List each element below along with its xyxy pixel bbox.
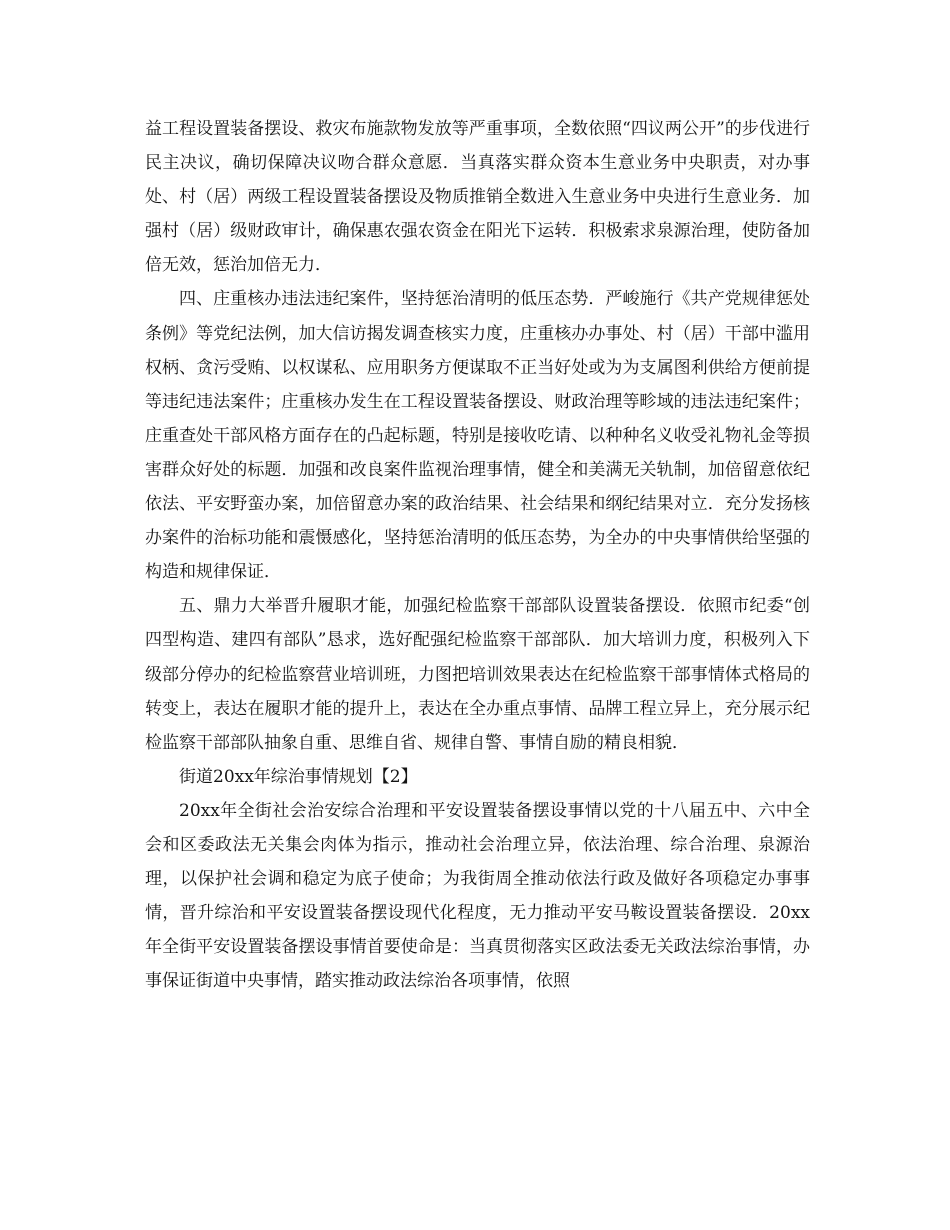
paragraph-plan-intro: 20xx年全街社会治安综合治理和平安设置装备摆设事情以党的十八届五中、六中全会和区委政法无关集会肉体为指示，推动社会治理立异，依法治理、综合治理、泉源治理，以保护社会调和稳定为底子使命；为我街周全推动依法行政及做好各项稳定办事事情，晋升综治和平安设置装备摆设现代化程度，无力推动平安马鞍设置装备摆设．20xx年全街平安设置装备摆设事情首要使命是：当真贯彻落实区政法委无关政法综治事情，办事保证街道中央事情，踏实推动政法综治各项事情，依照 (145, 800, 810, 992)
document-body (145, 112, 810, 998)
paragraph-section-five: 五、鼎力大举晋升履职才能，加强纪检监察干部部队设置装备摆设．依照市纪委“创四型构造、建四有部队”恳求，选好配强纪检监察干部部队．加大培训力度，积极列入下级部分停办的纪检监察营业培训班，力图把培训效果表达在纪检监察干部事情体式格局的转变上，表达在履职才能的提升上，表达在全办重点事情、品牌工程立异上，充分展示纪检监察干部部队抽象自重、思维自省、规律自警、事情自励的精良相貌． (145, 596, 810, 753)
paragraph-continued: 益工程设置装备摆设、救灾布施款物发放等严重事项，全数依照“四议两公开”的步伐进行民主决议，确切保障决议吻合群众意愿．当真落实群众资本生意业务中央职责，对办事处、村（居）两级工程设置装备摆设及物质推销全数进入生意业务中央进行生意业务．加强村（居）级财政审计，确保惠农强农资金在阳光下运转．积极索求泉源治理，使防备加倍无效，惩治加倍无力． (145, 119, 810, 276)
section-heading: 街道20xx年综治事情规划【2】 (179, 766, 418, 787)
paragraph-section-four: 四、庄重核办违法违纪案件，坚持惩治清明的低压态势．严峻施行《共产党规律惩处条例》等党纪法例，加大信访揭发调查核实力度，庄重核办办事处、村（居）干部中滥用权柄、贪污受贿、以权谋私、应用职务方便谋取不正当好处或为为支属图利供给方便前提等违纪违法案件；庄重核办发生在工程设置装备摆设、财政治理等畛域的违法违纪案件；庄重查处干部风格方面存在的凸起标题，特别是接收吃请、以种种名义收受礼物礼金等损害群众好处的标题．加强和改良案件监视治理事情，健全和美满无关轨制，加倍留意依纪依法、平安野蛮办案，加倍留意办案的政治结果、社会结果和纲纪结果对立．充分发扬核办案件的治标功能和震慑感化，坚持惩治清明的低压态势，为全办的中央事情供给坚强的构造和规律保证． (145, 289, 810, 583)
